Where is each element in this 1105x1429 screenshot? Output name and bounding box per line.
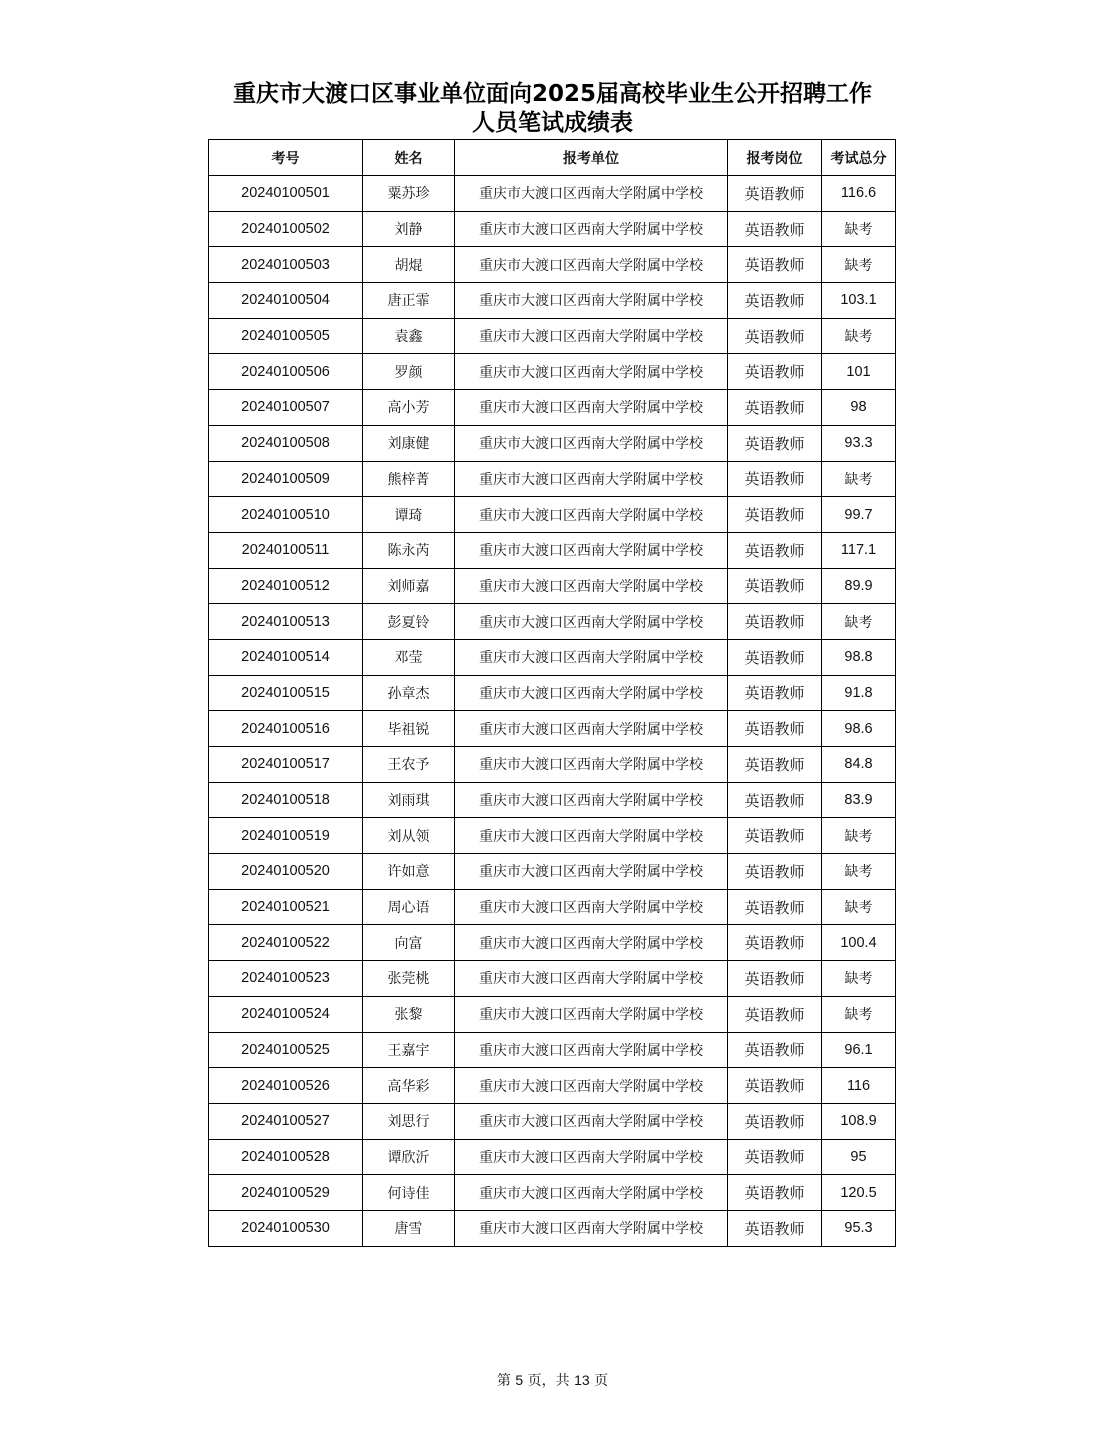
cell-exam-no: 20240100509: [209, 461, 363, 497]
cell-exam-no: 20240100507: [209, 390, 363, 426]
cell-unit: 重庆市大渡口区西南大学附属中学校: [455, 1032, 728, 1068]
header-post: 报考岗位: [728, 140, 822, 176]
cell-unit: 重庆市大渡口区西南大学附属中学校: [455, 1068, 728, 1104]
cell-score: 缺考: [822, 604, 896, 640]
cell-score: 91.8: [822, 675, 896, 711]
cell-exam-no: 20240100520: [209, 854, 363, 890]
cell-score: 116.6: [822, 176, 896, 212]
cell-name: 唐雪: [363, 1210, 455, 1246]
cell-name: 彭夏铃: [363, 604, 455, 640]
table-row: [209, 1103, 896, 1139]
cell-exam-no: 20240100522: [209, 925, 363, 961]
cell-score: 103.1: [822, 283, 896, 319]
cell-post: 英语教师: [728, 1068, 822, 1104]
cell-score: 95: [822, 1139, 896, 1175]
cell-name: 许如意: [363, 854, 455, 890]
cell-score: 93.3: [822, 425, 896, 461]
table-row: [209, 889, 896, 925]
cell-exam-no: 20240100521: [209, 889, 363, 925]
cell-post: 英语教师: [728, 532, 822, 568]
cell-name: 高华彩: [363, 1068, 455, 1104]
cell-exam-no: 20240100519: [209, 818, 363, 854]
cell-exam-no: 20240100528: [209, 1139, 363, 1175]
cell-score: 89.9: [822, 568, 896, 604]
cell-name: 刘思行: [363, 1103, 455, 1139]
cell-score: 缺考: [822, 461, 896, 497]
cell-post: 英语教师: [728, 461, 822, 497]
cell-name: 粟苏珍: [363, 176, 455, 212]
cell-exam-no: 20240100524: [209, 996, 363, 1032]
cell-score: 缺考: [822, 961, 896, 997]
cell-unit: 重庆市大渡口区西南大学附属中学校: [455, 711, 728, 747]
table-row: [209, 568, 896, 604]
table-row: [209, 211, 896, 247]
cell-score: 缺考: [822, 211, 896, 247]
cell-post: 英语教师: [728, 639, 822, 675]
cell-name: 谭琦: [363, 497, 455, 533]
cell-exam-no: 20240100502: [209, 211, 363, 247]
cell-unit: 重庆市大渡口区西南大学附属中学校: [455, 354, 728, 390]
table-row: [209, 532, 896, 568]
cell-score: 缺考: [822, 247, 896, 283]
cell-unit: 重庆市大渡口区西南大学附属中学校: [455, 1103, 728, 1139]
score-table: [208, 139, 896, 1247]
cell-post: 英语教师: [728, 176, 822, 212]
table-row: [209, 318, 896, 354]
cell-name: 孙章杰: [363, 675, 455, 711]
cell-post: 英语教师: [728, 675, 822, 711]
cell-name: 向富: [363, 925, 455, 961]
cell-name: 胡焜: [363, 247, 455, 283]
cell-name: 何诗佳: [363, 1175, 455, 1211]
cell-exam-no: 20240100514: [209, 639, 363, 675]
cell-name: 刘静: [363, 211, 455, 247]
cell-score: 83.9: [822, 782, 896, 818]
page-footer: [0, 1370, 1105, 1390]
cell-name: 邓莹: [363, 639, 455, 675]
cell-unit: 重庆市大渡口区西南大学附属中学校: [455, 925, 728, 961]
table-row: [209, 354, 896, 390]
title-line-1: 重庆市大渡口区事业单位面向2025届高校毕业生公开招聘工作: [232, 81, 872, 107]
cell-score: 117.1: [822, 532, 896, 568]
cell-name: 熊梓菁: [363, 461, 455, 497]
cell-score: 98.8: [822, 639, 896, 675]
cell-name: 刘雨琪: [363, 782, 455, 818]
table-row: [209, 283, 896, 319]
table-row: [209, 711, 896, 747]
table-row: [209, 675, 896, 711]
cell-post: 英语教师: [728, 247, 822, 283]
cell-exam-no: 20240100510: [209, 497, 363, 533]
cell-unit: 重庆市大渡口区西南大学附属中学校: [455, 532, 728, 568]
cell-post: 英语教师: [728, 1210, 822, 1246]
table-row: [209, 1210, 896, 1246]
cell-exam-no: 20240100526: [209, 1068, 363, 1104]
footer-prefix: 第: [496, 1373, 511, 1389]
cell-name: 毕祖锐: [363, 711, 455, 747]
cell-score: 缺考: [822, 854, 896, 890]
cell-score: 缺考: [822, 318, 896, 354]
cell-exam-no: 20240100512: [209, 568, 363, 604]
cell-post: 英语教师: [728, 818, 822, 854]
table-row: [209, 1068, 896, 1104]
cell-name: 张莞桃: [363, 961, 455, 997]
table-row: [209, 1175, 896, 1211]
footer-mid: 页，共: [527, 1373, 570, 1389]
header-score: 考试总分: [822, 140, 896, 176]
footer-total-pages: 13: [574, 1372, 590, 1388]
cell-unit: 重庆市大渡口区西南大学附属中学校: [455, 568, 728, 604]
cell-post: 英语教师: [728, 211, 822, 247]
cell-exam-no: 20240100501: [209, 176, 363, 212]
footer-page-number: 5: [515, 1372, 524, 1388]
cell-unit: 重庆市大渡口区西南大学附属中学校: [455, 1139, 728, 1175]
cell-exam-no: 20240100517: [209, 747, 363, 783]
cell-post: 英语教师: [728, 568, 822, 604]
cell-unit: 重庆市大渡口区西南大学附属中学校: [455, 497, 728, 533]
cell-unit: 重庆市大渡口区西南大学附属中学校: [455, 961, 728, 997]
table-row: [209, 782, 896, 818]
cell-post: 英语教师: [728, 1103, 822, 1139]
table-row: [209, 1032, 896, 1068]
cell-post: 英语教师: [728, 318, 822, 354]
cell-post: 英语教师: [728, 1175, 822, 1211]
cell-name: 刘从领: [363, 818, 455, 854]
cell-score: 缺考: [822, 996, 896, 1032]
table-row: [209, 818, 896, 854]
cell-unit: 重庆市大渡口区西南大学附属中学校: [455, 283, 728, 319]
page-title: [150, 80, 955, 138]
cell-exam-no: 20240100530: [209, 1210, 363, 1246]
cell-name: 王农予: [363, 747, 455, 783]
cell-post: 英语教师: [728, 354, 822, 390]
table-row: [209, 390, 896, 426]
cell-score: 120.5: [822, 1175, 896, 1211]
cell-exam-no: 20240100527: [209, 1103, 363, 1139]
cell-exam-no: 20240100503: [209, 247, 363, 283]
cell-unit: 重庆市大渡口区西南大学附属中学校: [455, 425, 728, 461]
cell-unit: 重庆市大渡口区西南大学附属中学校: [455, 176, 728, 212]
cell-post: 英语教师: [728, 854, 822, 890]
cell-score: 116: [822, 1068, 896, 1104]
cell-unit: 重庆市大渡口区西南大学附属中学校: [455, 1210, 728, 1246]
cell-score: 缺考: [822, 818, 896, 854]
cell-exam-no: 20240100523: [209, 961, 363, 997]
cell-exam-no: 20240100506: [209, 354, 363, 390]
cell-post: 英语教师: [728, 1139, 822, 1175]
cell-unit: 重庆市大渡口区西南大学附属中学校: [455, 604, 728, 640]
title-line-2: 人员笔试成绩表: [472, 110, 633, 136]
table-row: [209, 747, 896, 783]
cell-score: 101: [822, 354, 896, 390]
table-row: [209, 1139, 896, 1175]
table-header-row: [209, 140, 896, 176]
cell-unit: 重庆市大渡口区西南大学附属中学校: [455, 818, 728, 854]
table-row: [209, 461, 896, 497]
cell-score: 99.7: [822, 497, 896, 533]
table-row: [209, 604, 896, 640]
cell-exam-no: 20240100518: [209, 782, 363, 818]
cell-unit: 重庆市大渡口区西南大学附属中学校: [455, 1175, 728, 1211]
cell-unit: 重庆市大渡口区西南大学附属中学校: [455, 782, 728, 818]
table-row: [209, 996, 896, 1032]
table-row: [209, 961, 896, 997]
cell-name: 袁鑫: [363, 318, 455, 354]
cell-post: 英语教师: [728, 996, 822, 1032]
cell-exam-no: 20240100525: [209, 1032, 363, 1068]
cell-unit: 重庆市大渡口区西南大学附属中学校: [455, 461, 728, 497]
cell-post: 英语教师: [728, 497, 822, 533]
cell-name: 张黎: [363, 996, 455, 1032]
table-row: [209, 176, 896, 212]
cell-exam-no: 20240100504: [209, 283, 363, 319]
cell-unit: 重庆市大渡口区西南大学附属中学校: [455, 211, 728, 247]
cell-score: 98: [822, 390, 896, 426]
cell-unit: 重庆市大渡口区西南大学附属中学校: [455, 639, 728, 675]
cell-post: 英语教师: [728, 925, 822, 961]
cell-name: 谭欣沂: [363, 1139, 455, 1175]
cell-unit: 重庆市大渡口区西南大学附属中学校: [455, 889, 728, 925]
cell-post: 英语教师: [728, 390, 822, 426]
cell-post: 英语教师: [728, 961, 822, 997]
cell-score: 100.4: [822, 925, 896, 961]
cell-score: 95.3: [822, 1210, 896, 1246]
cell-score: 84.8: [822, 747, 896, 783]
table-row: [209, 925, 896, 961]
table-row: [209, 497, 896, 533]
header-name: 姓名: [363, 140, 455, 176]
cell-score: 96.1: [822, 1032, 896, 1068]
cell-exam-no: 20240100508: [209, 425, 363, 461]
cell-post: 英语教师: [728, 604, 822, 640]
cell-name: 刘师嘉: [363, 568, 455, 604]
cell-post: 英语教师: [728, 711, 822, 747]
cell-unit: 重庆市大渡口区西南大学附属中学校: [455, 854, 728, 890]
table-row: [209, 854, 896, 890]
cell-score: 108.9: [822, 1103, 896, 1139]
cell-unit: 重庆市大渡口区西南大学附属中学校: [455, 747, 728, 783]
header-exam-no: 考号: [209, 140, 363, 176]
cell-exam-no: 20240100529: [209, 1175, 363, 1211]
cell-post: 英语教师: [728, 747, 822, 783]
cell-post: 英语教师: [728, 283, 822, 319]
cell-name: 高小芳: [363, 390, 455, 426]
cell-name: 周心语: [363, 889, 455, 925]
cell-post: 英语教师: [728, 1032, 822, 1068]
cell-name: 刘康健: [363, 425, 455, 461]
cell-score: 98.6: [822, 711, 896, 747]
cell-post: 英语教师: [728, 425, 822, 461]
table-row: [209, 639, 896, 675]
header-unit: 报考单位: [455, 140, 728, 176]
table-body: [209, 176, 896, 1247]
cell-exam-no: 20240100513: [209, 604, 363, 640]
cell-score: 缺考: [822, 889, 896, 925]
cell-exam-no: 20240100511: [209, 532, 363, 568]
cell-name: 唐正霏: [363, 283, 455, 319]
cell-post: 英语教师: [728, 782, 822, 818]
cell-exam-no: 20240100516: [209, 711, 363, 747]
cell-name: 陈永芮: [363, 532, 455, 568]
cell-unit: 重庆市大渡口区西南大学附属中学校: [455, 247, 728, 283]
cell-name: 王嘉宇: [363, 1032, 455, 1068]
cell-unit: 重庆市大渡口区西南大学附属中学校: [455, 390, 728, 426]
cell-unit: 重庆市大渡口区西南大学附属中学校: [455, 318, 728, 354]
cell-post: 英语教师: [728, 889, 822, 925]
footer-suffix: 页: [594, 1373, 609, 1389]
table-row: [209, 425, 896, 461]
cell-name: 罗颜: [363, 354, 455, 390]
cell-exam-no: 20240100515: [209, 675, 363, 711]
cell-unit: 重庆市大渡口区西南大学附属中学校: [455, 675, 728, 711]
cell-exam-no: 20240100505: [209, 318, 363, 354]
table-row: [209, 247, 896, 283]
cell-unit: 重庆市大渡口区西南大学附属中学校: [455, 996, 728, 1032]
